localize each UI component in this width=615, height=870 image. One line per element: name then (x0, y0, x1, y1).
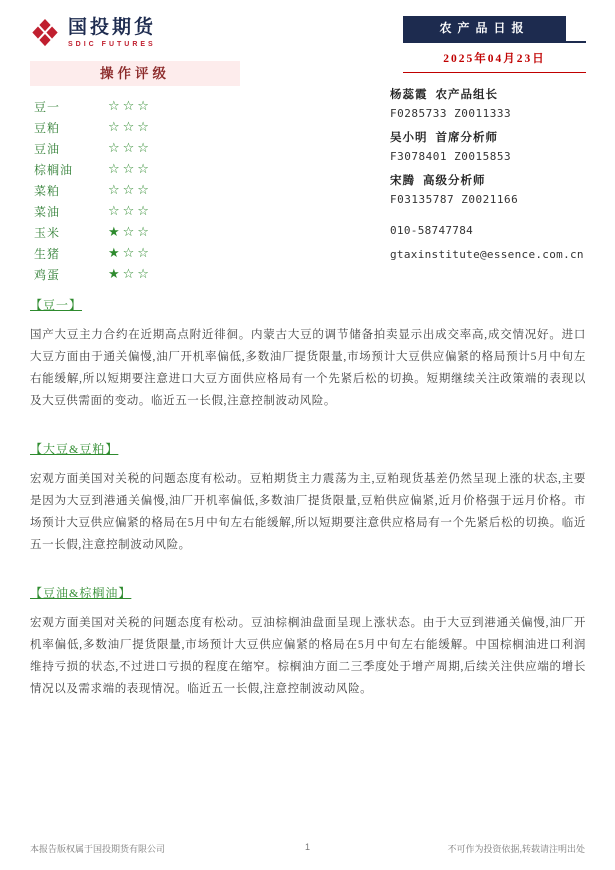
commodity-name: 豆油 (34, 142, 61, 156)
company-name: 国投期货 (68, 17, 157, 38)
analyst-name-title (390, 129, 590, 145)
rating-row (34, 201, 236, 222)
section-heading: 【豆油&棕榈油】 (30, 586, 132, 600)
section-douyou-zonglvyou (30, 584, 586, 700)
star-rating: ★☆☆ (108, 246, 152, 261)
report-body (30, 296, 586, 728)
contact-email[interactable]: gtaxinstitute@essence.com.cn (390, 248, 584, 261)
commodity-name: 玉米 (34, 226, 61, 240)
section-text: 国产大豆主力合约在近期高点附近徘徊。内蒙古大豆的调节储备拍卖显示出成交率高,成交情况好。进口大豆方面由于通关偏慢,油厂开机率偏低,多数油厂提货限量,市场预计大豆供应偏紧的格局预计5月中旬左右能缓解,所以短期要注意进口大豆方面供应格局有一个先紧后松的切换。短期继续关注政策端的表现以及大豆供需面的变动。临近五一长假,注意控制波动风险。 (30, 329, 586, 407)
star-rating: ☆☆☆ (108, 183, 152, 198)
analyst-codes: F3078401 Z0015853 (390, 150, 512, 163)
commodity-name: 豆一 (34, 100, 61, 114)
analyst-entry (390, 172, 590, 206)
company-logo (30, 18, 156, 48)
analyst-block (390, 86, 590, 272)
section-heading: 【豆一】 (30, 298, 83, 312)
logo-text-block (68, 18, 156, 48)
section-dadou-doupo (30, 440, 586, 556)
analyst-name-title (390, 86, 590, 102)
rating-row (34, 264, 236, 285)
rating-rows (30, 86, 240, 285)
analyst-name-title (390, 172, 590, 188)
rating-panel (30, 61, 240, 285)
rating-row (34, 180, 236, 201)
analyst-name: 宋腾 (390, 175, 415, 187)
star-rating: ☆☆☆ (108, 120, 152, 135)
commodity-name: 生猪 (34, 247, 61, 261)
section-text: 宏观方面美国对关税的问题态度有松动。豆粕期货主力震荡为主,豆粕现货基差仍然呈现上涨的状态,主要是因为大豆到港通关偏慢,油厂开机率偏低,多数油厂提货限量,豆粕供应偏紧,近月价格强于远月价格。市场预计大豆供应偏紧的格局在5月中旬左右能缓解,所以短期要注意供应格局有一个先紧后松的切换。临近五一长假,注意控制波动风险。 (30, 473, 586, 551)
commodity-name: 棕榈油 (34, 163, 74, 177)
star-rating: ☆☆☆ (108, 162, 152, 177)
report-masthead (403, 16, 586, 73)
footer-disclaimer: 不可作为投资依据,转载请注明出处 (447, 844, 585, 854)
rating-row (34, 138, 236, 159)
footer-copyright: 本报告版权属于国投期货有限公司 (30, 844, 166, 854)
masthead-bar-row (403, 16, 586, 43)
contact-block (390, 224, 590, 261)
company-name-en: SDIC FUTURES (68, 41, 156, 48)
analyst-title: 农产品组长 (435, 89, 498, 101)
star-rating: ☆☆☆ (108, 141, 152, 156)
sdic-diamond-logo-icon (30, 18, 60, 48)
contact-phone: 010-58747784 (390, 224, 474, 237)
analyst-codes: F0285733 Z0011333 (390, 107, 512, 120)
rating-row (34, 243, 236, 264)
section-heading: 【大豆&豆粕】 (30, 442, 119, 456)
analyst-title: 首席分析师 (435, 132, 498, 144)
footer-page-number: 1 (304, 842, 311, 852)
commodity-name: 豆粕 (34, 121, 61, 135)
analyst-name: 吴小明 (390, 132, 428, 144)
rating-row (34, 96, 236, 117)
analyst-name: 杨蕊霞 (390, 89, 428, 101)
report-title: 农产品日报 (403, 16, 566, 41)
analyst-codes: F03135787 Z0021166 (390, 193, 519, 206)
star-rating: ★☆☆ (108, 267, 152, 282)
star-rating: ★☆☆ (108, 225, 152, 240)
section-text: 宏观方面美国对关税的问题态度有松动。豆油棕榈油盘面呈现上涨状态。由于大豆到港通关偏慢,油厂开机率偏低,多数油厂提货限量,市场预计大豆供应偏紧的格局在5月中旬左右能缓解。中国棕榈油进口利润维持亏损的状态,不过进口亏损的程度在缩窄。棕榈油方面二三季度处于增产周期,后续关注供应端的增长情况以及需求端的表现情况。临近五一长假,注意控制波动风险。 (30, 617, 586, 695)
section-douyi (30, 296, 586, 412)
star-rating: ☆☆☆ (108, 204, 152, 219)
commodity-name: 鸡蛋 (34, 268, 61, 282)
commodity-name: 菜粕 (34, 184, 61, 198)
star-rating: ☆☆☆ (108, 99, 152, 114)
analyst-entry (390, 129, 590, 163)
report-date: 2025年04月23日 (403, 43, 586, 73)
analyst-title: 高级分析师 (423, 175, 486, 187)
analyst-entry (390, 86, 590, 120)
rating-panel-title: 操作评级 (30, 61, 240, 86)
rating-row (34, 159, 236, 180)
page-footer (30, 842, 585, 856)
commodity-name: 菜油 (34, 205, 61, 219)
rating-row (34, 222, 236, 243)
rating-row (34, 117, 236, 138)
